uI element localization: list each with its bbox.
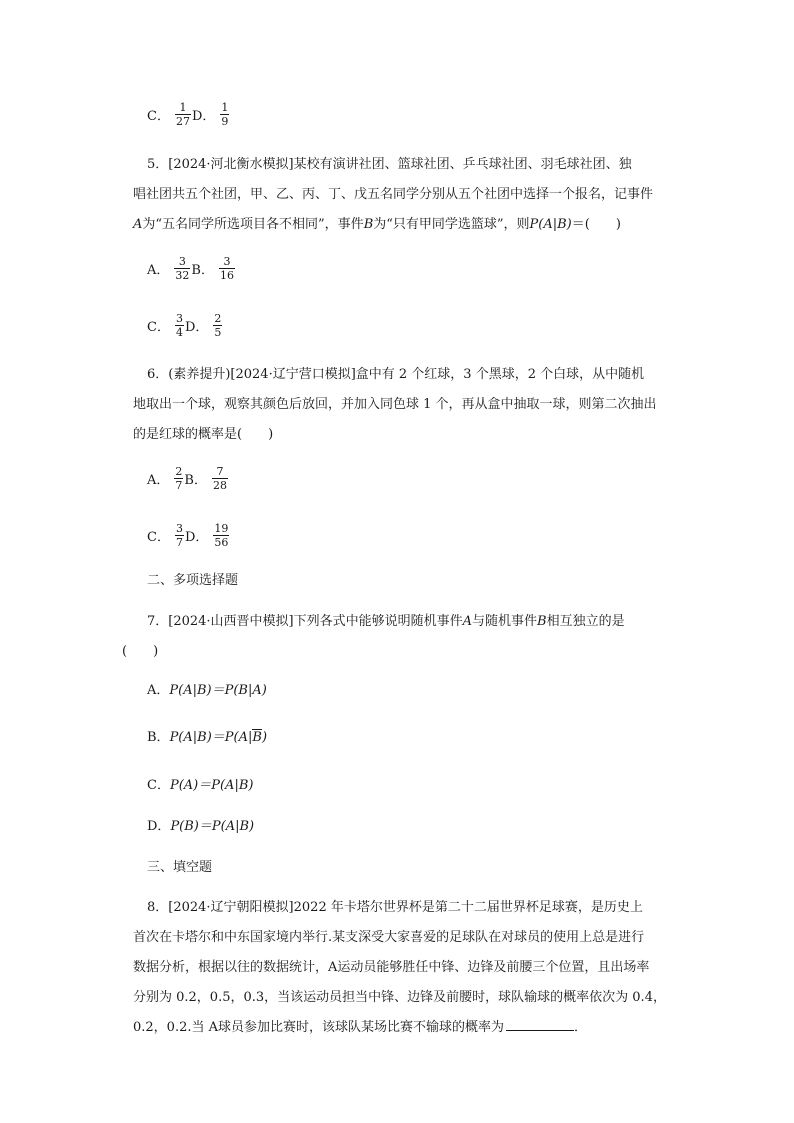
- q6-option-d-label: D．: [184, 529, 209, 545]
- q5-line-1: 5．[2024·河北衡水模拟]某校有演讲社团、篮球社团、乒乓球社团、羽毛球社团、独: [147, 157, 632, 172]
- event-b: B: [363, 217, 374, 232]
- question-6-stem: [133, 360, 683, 450]
- q5-line-3-text-3: ＝( ): [571, 217, 621, 232]
- q7-option-d-expression: P(B)＝P(A|B): [170, 819, 255, 834]
- q6-option-a-fraction: [174, 465, 183, 492]
- q7-option-b: [147, 728, 267, 748]
- complement-event-b: B: [252, 730, 262, 745]
- q7-option-d-label: D．: [147, 819, 171, 834]
- q8-line-3: 数据分析，根据以往的数据统计，A运动员能够胜任中锋、边锋及前腰三个位置，且出场率: [133, 960, 650, 975]
- section-heading-multiple-choice: 二、多项选择题: [147, 573, 239, 588]
- q5-option-d-fraction: [213, 312, 222, 339]
- q7-line-1-text-2: 与随机事件: [472, 614, 538, 629]
- q5-option-d-label: D．: [184, 319, 209, 335]
- fraction-denominator: 7: [175, 478, 183, 492]
- conditional-probability: P(A|B): [529, 217, 572, 232]
- fraction-numerator: 7: [212, 465, 228, 479]
- fraction-denominator: 9: [221, 114, 229, 128]
- fraction-numerator: 1: [221, 100, 229, 114]
- q7-option-c: [147, 776, 253, 796]
- fraction-numerator: 3: [175, 521, 183, 535]
- q6-line-2: 地取出一个球，观察其颜色后放回，并加入同色球 1 个，再从盒中抽取一球，则第二次抽出: [133, 397, 657, 412]
- section-heading-fill-in-blank: 三、填空题: [147, 860, 213, 875]
- q7-option-c-label: C．: [147, 778, 170, 793]
- q8-line-5-end: ．: [574, 1020, 588, 1035]
- q4-option-row-cd: [147, 94, 230, 134]
- q6-option-d-fraction: [213, 522, 229, 549]
- q4-option-c-label: C．: [147, 108, 170, 124]
- fraction-numerator: 3: [175, 311, 183, 325]
- fraction-numerator: 2: [175, 464, 183, 478]
- question-7-stem: [122, 607, 683, 667]
- q5-option-c-fraction: [175, 312, 184, 339]
- fraction-numerator: 1: [175, 101, 191, 115]
- q6-line-3: 的是红球的概率是( ): [133, 427, 274, 442]
- q5-option-a-fraction: [174, 255, 190, 282]
- q5-option-c-label: C．: [147, 319, 170, 335]
- fraction-denominator: 5: [214, 325, 222, 339]
- q7-line-1: [147, 607, 683, 637]
- q7-option-c-expression: P(A)＝P(A|B): [169, 778, 254, 793]
- q8-line-5-text: 0.2，0.2.当 A球员参加比赛时，该球队某场比赛不输球的概率为: [133, 1020, 505, 1035]
- fraction-denominator: 16: [219, 268, 234, 282]
- q5-option-row-ab: [147, 248, 236, 288]
- q8-line-5: [133, 1013, 683, 1043]
- q8-line-2: 首次在卡塔尔和中东国家境内举行.某支深受大家喜爱的足球队在对球员的使用上总是进行: [133, 930, 645, 945]
- q6-option-b-fraction: [212, 465, 228, 492]
- q8-line-4: 分别为 0.2，0.5，0.3，当该运动员担当中锋、边锋及前腰时，球队输球的概率依次为 0.4，: [133, 990, 666, 1005]
- q7-line-1-text-1: 7．[2024·山西晋中模拟]下列各式中能够说明随机事件: [147, 614, 463, 629]
- fraction-denominator: 7: [175, 535, 183, 549]
- answer-blank[interactable]: [506, 1016, 574, 1031]
- q6-option-row-ab: [147, 458, 229, 498]
- fraction-numerator: 3: [174, 255, 190, 269]
- q5-line-3-text-2: 为“只有甲同学选篮球”，则: [373, 217, 530, 232]
- q4-option-d-label: D．: [191, 108, 216, 124]
- q7-option-a-expression: P(A|B)＝P(B|A): [169, 683, 267, 698]
- fraction-denominator: 56: [214, 535, 229, 549]
- q5-line-3-text-1: 为“五名同学所选项目各不相同”，事件: [142, 217, 364, 232]
- fraction-denominator: 27: [175, 114, 190, 128]
- q7-option-b-label: B．: [147, 730, 170, 745]
- q7-option-d: [147, 817, 254, 837]
- question-5-stem: [133, 150, 683, 240]
- q4-option-d-fraction: [220, 101, 229, 128]
- fraction-denominator: 28: [212, 478, 227, 492]
- q5-option-b-fraction: [219, 255, 235, 282]
- q7-option-a: [147, 681, 267, 701]
- fraction-denominator: 4: [175, 325, 183, 339]
- q7-line-2: ( ): [122, 644, 159, 659]
- q6-option-a-label: A．: [147, 472, 170, 488]
- q7-option-b-expression-1: P(A|B)＝P(A|: [169, 730, 253, 745]
- q4-option-c-fraction: [175, 101, 191, 128]
- q5-option-b-label: B．: [191, 262, 214, 278]
- q6-option-c-label: C．: [147, 529, 170, 545]
- q5-line-3: [133, 210, 683, 240]
- q6-option-b-label: B．: [184, 472, 207, 488]
- fraction-numerator: 2: [214, 311, 222, 325]
- event-a: A: [133, 217, 143, 232]
- fraction-denominator: 32: [175, 268, 190, 282]
- question-8-stem: [133, 893, 683, 1043]
- q7-option-a-label: A．: [147, 683, 170, 698]
- q6-option-row-cd: [147, 515, 230, 555]
- event-b: B: [537, 614, 547, 629]
- q5-option-a-label: A．: [147, 262, 170, 278]
- q7-line-1-text-3: 相互独立的是: [546, 614, 625, 629]
- q5-option-row-cd: [147, 305, 223, 345]
- q7-option-b-expression-2: ): [261, 730, 268, 745]
- q6-option-c-fraction: [175, 522, 184, 549]
- fraction-numerator: 19: [214, 521, 229, 535]
- fraction-numerator: 3: [219, 255, 235, 269]
- event-a: A: [462, 614, 473, 629]
- q8-line-1: 8．[2024·辽宁朝阳模拟]2022 年卡塔尔世界杯是第二十二届世界杯足球赛，是历史上: [147, 900, 643, 915]
- q6-line-1: 6．(素养提升)[2024·辽宁营口模拟]盒中有 2 个红球，3 个黑球，2 个白球，从中随机: [147, 367, 645, 382]
- q5-line-2: 唱社团共五个社团，甲、乙、丙、丁、戊五名同学分别从五个社团中选择一个报名，记事件: [133, 187, 654, 202]
